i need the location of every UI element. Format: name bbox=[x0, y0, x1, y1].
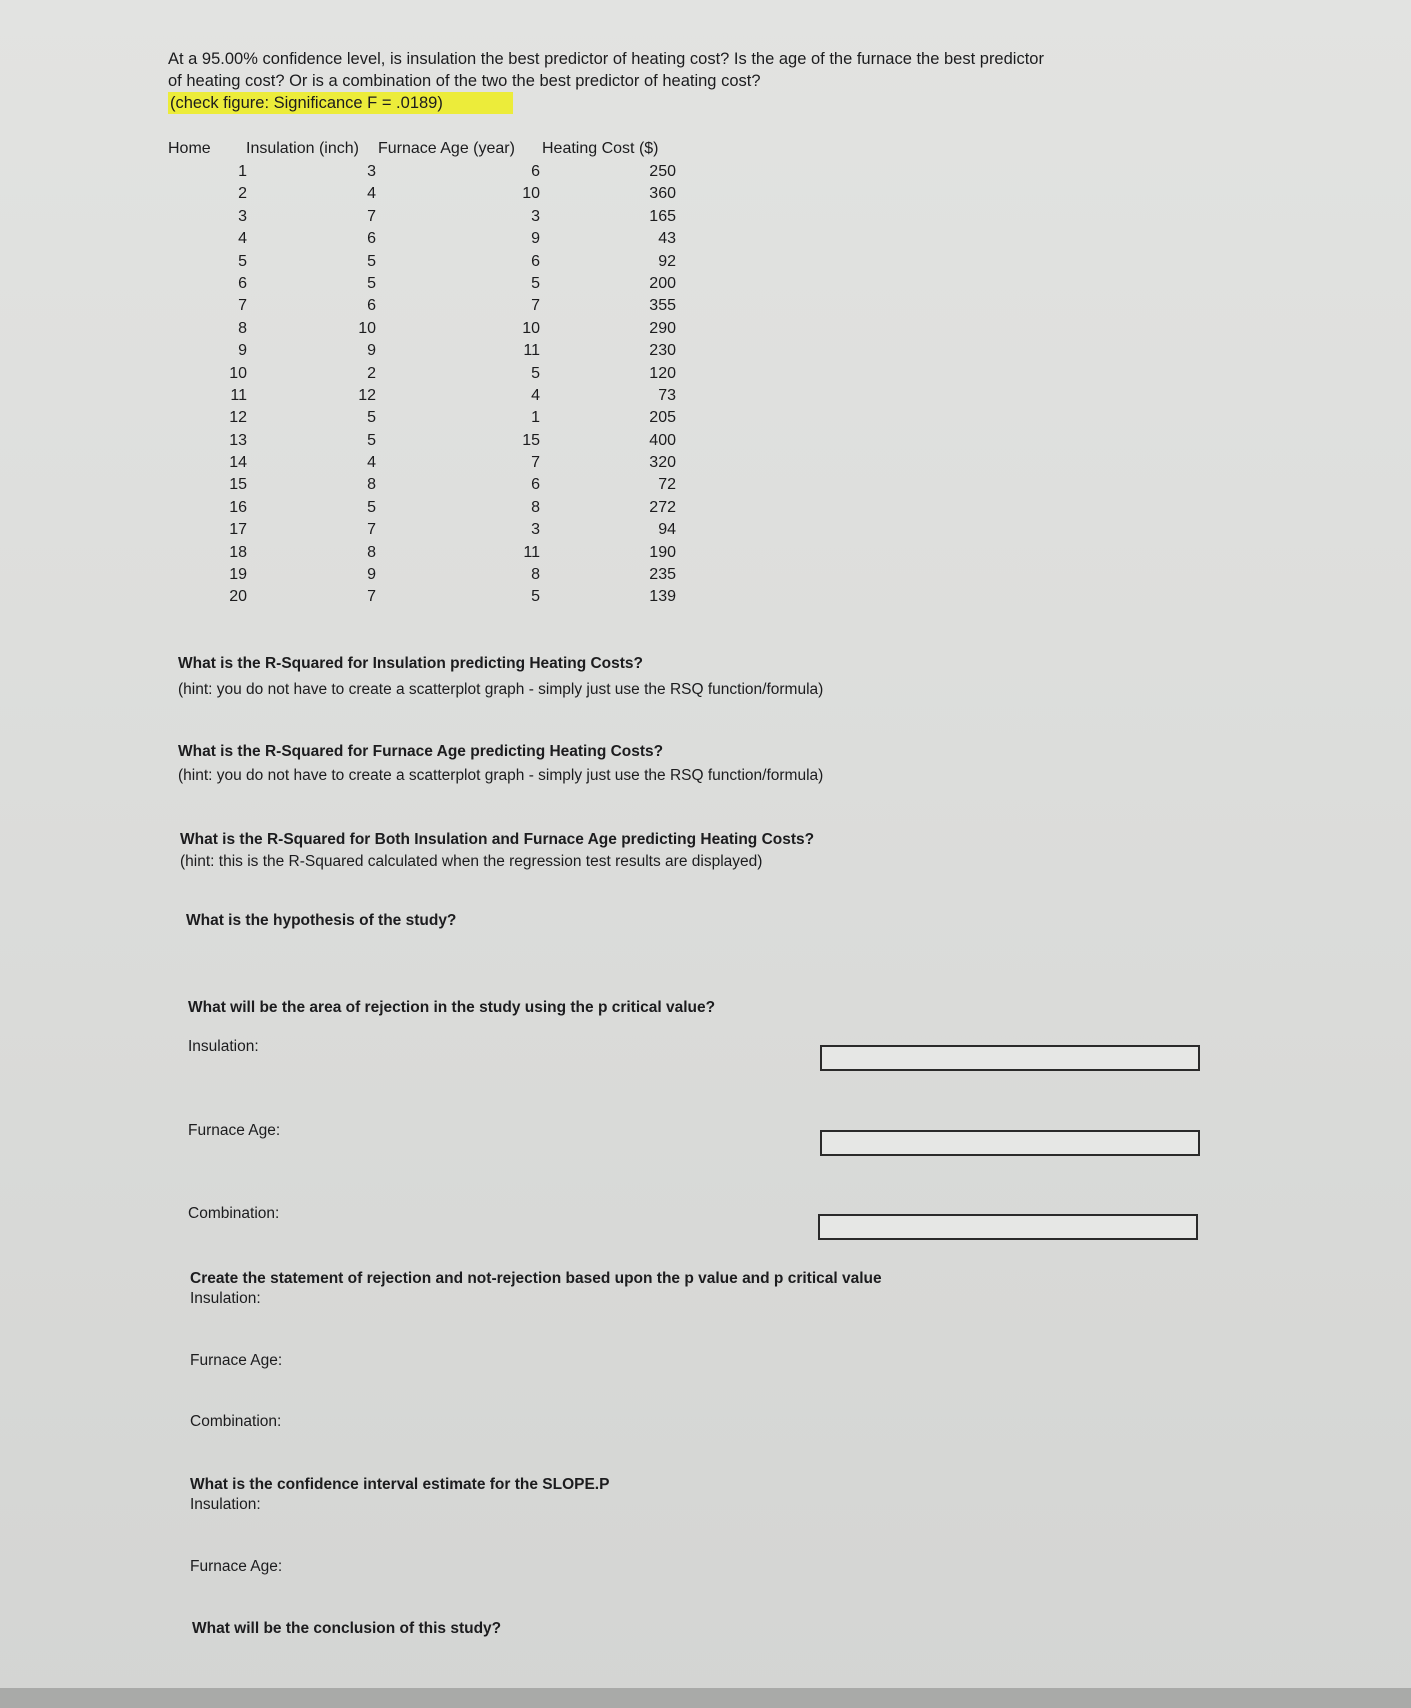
page-bottom-edge bbox=[0, 1688, 1411, 1708]
label-rejection-furnace-age: Furnace Age: bbox=[188, 1122, 281, 1139]
cell-insulation: 2 bbox=[367, 364, 376, 382]
column-furnace-age bbox=[500, 161, 540, 609]
cell-insulation: 10 bbox=[358, 319, 376, 337]
cell-home: 15 bbox=[229, 476, 247, 494]
hint-rsq-furnace-age: (hint: you do not have to create a scatterplot graph - simply just use the RSQ function/formula) bbox=[178, 767, 824, 784]
cell-heating-cost: 190 bbox=[649, 543, 676, 561]
cell-insulation: 4 bbox=[367, 185, 376, 203]
cell-insulation: 9 bbox=[367, 566, 376, 584]
cell-home: 2 bbox=[238, 185, 247, 203]
cell-insulation: 6 bbox=[367, 297, 376, 315]
cell-home: 20 bbox=[229, 588, 247, 606]
cell-home: 13 bbox=[229, 431, 247, 449]
cell-heating-cost: 272 bbox=[649, 498, 676, 516]
cell-heating-cost: 230 bbox=[649, 342, 676, 360]
cell-furnace-age: 5 bbox=[531, 274, 540, 292]
header-furnace-age: Furnace Age (year) bbox=[378, 140, 515, 157]
rejection-combination-box[interactable] bbox=[818, 1214, 1198, 1240]
cell-heating-cost: 200 bbox=[649, 274, 676, 292]
label-statement-combination: Combination: bbox=[190, 1413, 282, 1430]
question-rejection-statement: Create the statement of rejection and not-rejection based upon the p value and p critical value bbox=[190, 1270, 882, 1287]
cell-home: 14 bbox=[229, 454, 247, 472]
cell-heating-cost: 165 bbox=[649, 207, 676, 225]
cell-furnace-age: 15 bbox=[522, 431, 540, 449]
hint-rsq-insulation: (hint: you do not have to create a scatterplot graph - simply just use the RSQ function/formula) bbox=[178, 681, 824, 698]
cell-heating-cost: 290 bbox=[649, 319, 676, 337]
label-rejection-combination: Combination: bbox=[188, 1205, 280, 1222]
cell-furnace-age: 5 bbox=[531, 588, 540, 606]
cell-home: 17 bbox=[229, 521, 247, 539]
cell-furnace-age: 9 bbox=[531, 230, 540, 248]
cell-home: 7 bbox=[238, 297, 247, 315]
cell-furnace-age: 4 bbox=[531, 386, 540, 404]
cell-furnace-age: 10 bbox=[522, 319, 540, 337]
cell-insulation: 3 bbox=[367, 163, 376, 180]
cell-home: 19 bbox=[229, 566, 247, 584]
header-insulation: Insulation (inch) bbox=[246, 140, 359, 157]
cell-insulation: 5 bbox=[367, 274, 376, 292]
cell-heating-cost: 355 bbox=[649, 297, 676, 315]
cell-insulation: 7 bbox=[367, 521, 376, 539]
cell-home: 8 bbox=[238, 319, 247, 337]
intro-line-1: At a 95.00% confidence level, is insulation the best predictor of heating cost? Is the age of the furnace the best predictor bbox=[168, 50, 1044, 68]
cell-furnace-age: 8 bbox=[531, 498, 540, 516]
question-confidence-interval: What is the confidence interval estimate for the SLOPE.P bbox=[190, 1476, 610, 1493]
question-rsq-both: What is the R-Squared for Both Insulation and Furnace Age predicting Heating Costs? bbox=[180, 831, 815, 848]
cell-insulation: 8 bbox=[367, 543, 376, 561]
question-area-of-rejection: What will be the area of rejection in the study using the p critical value? bbox=[188, 999, 716, 1016]
cell-heating-cost: 139 bbox=[649, 588, 676, 606]
column-insulation bbox=[340, 161, 376, 609]
cell-furnace-age: 6 bbox=[531, 476, 540, 494]
cell-furnace-age: 6 bbox=[531, 252, 540, 270]
cell-home: 12 bbox=[229, 409, 247, 427]
cell-heating-cost: 120 bbox=[649, 364, 676, 382]
rejection-insulation-box[interactable] bbox=[820, 1045, 1200, 1071]
label-rejection-insulation: Insulation: bbox=[188, 1038, 259, 1055]
cell-furnace-age: 7 bbox=[531, 297, 540, 315]
cell-heating-cost: 235 bbox=[649, 566, 676, 584]
cell-heating-cost: 205 bbox=[649, 409, 676, 427]
intro-text bbox=[168, 48, 1044, 114]
cell-home: 18 bbox=[229, 543, 247, 561]
label-ci-furnace-age: Furnace Age: bbox=[190, 1558, 283, 1575]
cell-furnace-age: 7 bbox=[531, 454, 540, 472]
cell-home: 16 bbox=[229, 498, 247, 516]
check-figure-highlight: (check figure: Significance F = .0189) bbox=[168, 92, 513, 114]
rejection-combination-input[interactable] bbox=[820, 1216, 1196, 1238]
cell-furnace-age: 10 bbox=[522, 185, 540, 203]
question-conclusion: What will be the conclusion of this study? bbox=[192, 1620, 502, 1637]
cell-heating-cost: 73 bbox=[658, 386, 676, 404]
cell-furnace-age: 11 bbox=[523, 342, 540, 360]
cell-insulation: 5 bbox=[367, 409, 376, 427]
label-ci-insulation: Insulation: bbox=[190, 1496, 261, 1513]
cell-home: 5 bbox=[238, 252, 247, 270]
cell-home: 9 bbox=[238, 342, 247, 360]
rejection-furnace-age-box[interactable] bbox=[820, 1130, 1200, 1156]
cell-home: 1 bbox=[238, 163, 247, 180]
cell-furnace-age: 3 bbox=[531, 521, 540, 539]
cell-furnace-age: 8 bbox=[531, 566, 540, 584]
cell-heating-cost: 360 bbox=[649, 185, 676, 203]
column-heating-cost bbox=[620, 161, 676, 609]
cell-furnace-age: 6 bbox=[531, 163, 540, 180]
cell-insulation: 5 bbox=[367, 252, 376, 270]
cell-heating-cost: 43 bbox=[658, 230, 676, 248]
intro-line-2: of heating cost? Or is a combination of the two the best predictor of heating cost? bbox=[168, 72, 761, 90]
cell-insulation: 7 bbox=[367, 588, 376, 606]
label-statement-furnace-age: Furnace Age: bbox=[190, 1352, 283, 1369]
cell-heating-cost: 94 bbox=[658, 521, 676, 539]
cell-heating-cost: 320 bbox=[649, 454, 676, 472]
cell-heating-cost: 400 bbox=[649, 431, 676, 449]
cell-insulation: 7 bbox=[367, 207, 376, 225]
cell-insulation: 5 bbox=[367, 431, 376, 449]
cell-furnace-age: 3 bbox=[531, 207, 540, 225]
cell-insulation: 8 bbox=[367, 476, 376, 494]
label-statement-insulation: Insulation: bbox=[190, 1290, 261, 1307]
cell-insulation: 6 bbox=[367, 230, 376, 248]
cell-home: 3 bbox=[238, 207, 247, 225]
cell-home: 6 bbox=[238, 274, 247, 292]
question-rsq-insulation: What is the R-Squared for Insulation predicting Heating Costs? bbox=[178, 655, 644, 672]
cell-furnace-age: 1 bbox=[531, 409, 540, 427]
cell-insulation: 12 bbox=[358, 386, 376, 404]
question-rsq-furnace-age: What is the R-Squared for Furnace Age predicting Heating Costs? bbox=[178, 743, 664, 760]
cell-insulation: 5 bbox=[367, 498, 376, 516]
cell-heating-cost: 72 bbox=[658, 476, 676, 494]
cell-home: 4 bbox=[238, 230, 247, 248]
cell-heating-cost: 250 bbox=[649, 163, 676, 180]
header-home: Home bbox=[168, 140, 211, 157]
cell-insulation: 9 bbox=[367, 342, 376, 360]
cell-furnace-age: 11 bbox=[523, 543, 540, 561]
cell-home: 11 bbox=[230, 386, 247, 404]
column-home bbox=[205, 161, 247, 609]
cell-furnace-age: 5 bbox=[531, 364, 540, 382]
header-heating-cost: Heating Cost ($) bbox=[542, 140, 659, 157]
cell-insulation: 4 bbox=[367, 454, 376, 472]
hint-rsq-both: (hint: this is the R-Squared calculated when the regression test results are displayed) bbox=[180, 853, 763, 870]
rejection-furnace-age-input[interactable] bbox=[822, 1132, 1198, 1154]
cell-heating-cost: 92 bbox=[658, 252, 676, 270]
question-hypothesis: What is the hypothesis of the study? bbox=[186, 912, 457, 929]
cell-home: 10 bbox=[229, 364, 247, 382]
rejection-insulation-input[interactable] bbox=[822, 1047, 1198, 1069]
